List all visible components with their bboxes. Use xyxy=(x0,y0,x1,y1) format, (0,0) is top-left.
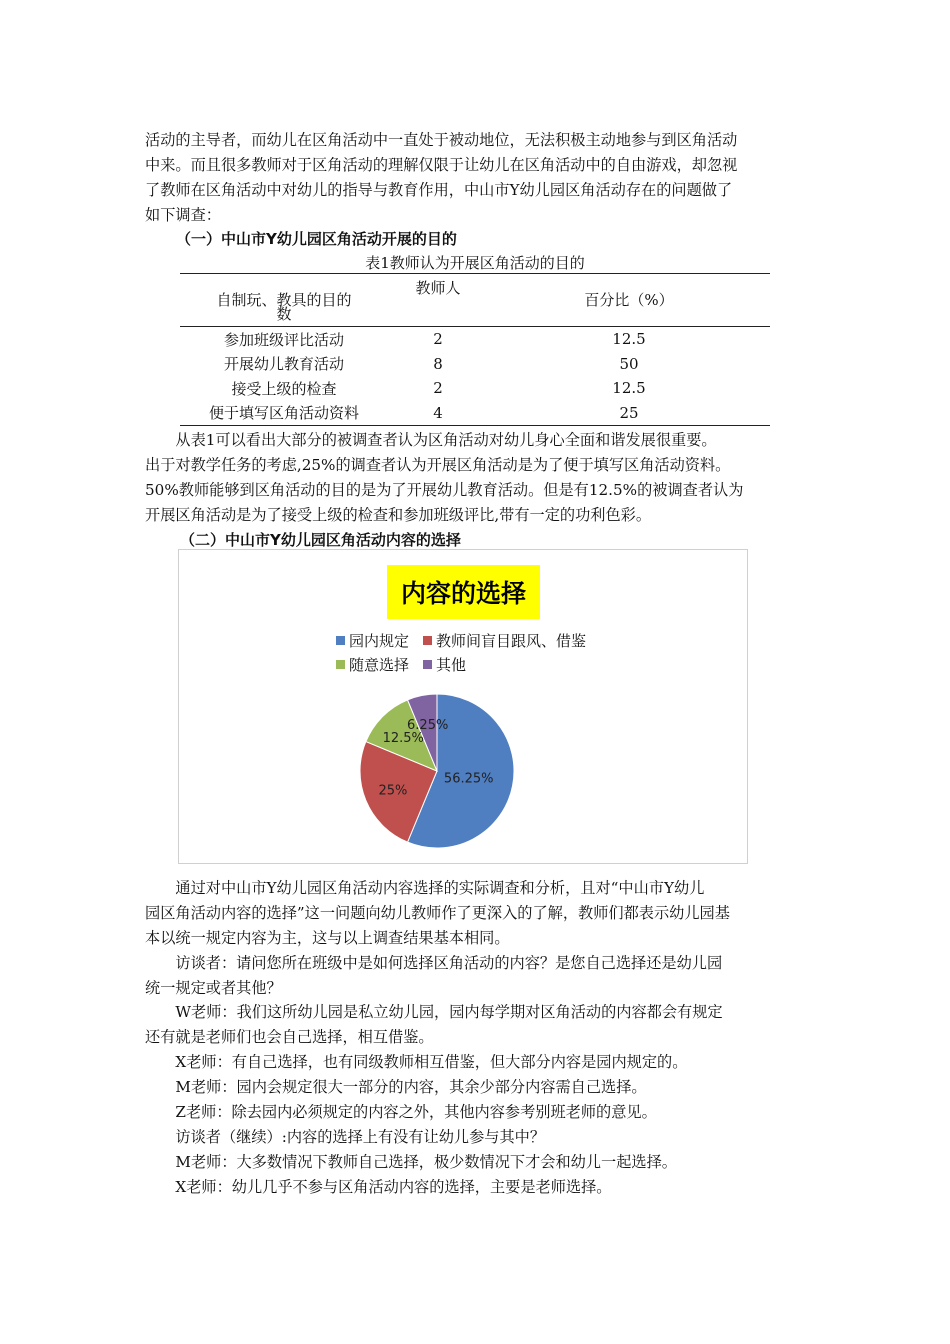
legend-swatch-3 xyxy=(423,660,432,669)
cell-percent: 12.5 xyxy=(612,330,646,349)
intro-line: 活动的主导者，而幼儿在区角活动中一直处于被动地位，无法积极主动地参与到区角活动 xyxy=(145,131,738,149)
pie-data-label-3: 6.25% xyxy=(407,718,449,734)
cell-count: 2 xyxy=(433,330,443,349)
cell-purpose: 接受上级的检查 xyxy=(231,379,337,398)
cell-purpose: 开展幼儿教育活动 xyxy=(223,355,344,374)
legend-swatch-2 xyxy=(336,660,345,669)
header-teacher-count xyxy=(388,274,488,327)
cell-percent: 12.5 xyxy=(612,379,646,398)
interview-m-answer-1: M老师：园内会规定很大一部分的内容，其余少部分内容需自己选择。 xyxy=(175,1078,647,1096)
intro-line: 了教师在区角活动中对幼儿的指导与教育作用，中山市Y幼儿园区角活动存在的问题做了 xyxy=(145,181,733,199)
purpose-table xyxy=(180,273,770,426)
pie-data-label-0: 56.25% xyxy=(443,771,494,787)
intro-line: 如下调查： xyxy=(145,206,221,224)
pie-chart-frame xyxy=(178,549,748,864)
cell-purpose: 参加班级评比活动 xyxy=(223,330,344,349)
interview-w-answer xyxy=(145,1000,810,1050)
table-row xyxy=(180,376,770,401)
interview-question-2: 访谈者（继续）:内容的选择上有没有让幼儿参与其中？ xyxy=(175,1128,546,1146)
legend-label-0: 园内规定 xyxy=(349,632,410,650)
table1-caption: 表1教师认为开展区角活动的目的 xyxy=(365,254,585,272)
cell-count: 2 xyxy=(433,379,443,398)
analysis2-line: 园区角活动内容的选择”这一问题向幼儿教师作了更深入的了解，教师们都表示幼儿园基 xyxy=(145,904,730,922)
legend-swatch-1 xyxy=(423,636,432,645)
header-percent: 百分比（%） xyxy=(584,291,674,309)
analysis1-line: 出于对教学任务的考虑,25%的调查者认为开展区角活动是为了便于填写区角活动资料。 xyxy=(145,456,731,474)
pie-chart xyxy=(179,550,747,863)
interview-line: 访谈者：请问您所在班级中是如何选择区角活动的内容？是您自己选择还是幼儿园 xyxy=(175,954,723,972)
pie-data-label-2: 12.5% xyxy=(382,731,424,747)
cell-count: 4 xyxy=(433,403,443,422)
interview-m-answer-2: M老师：大多数情况下教师自己选择，极少数情况下才会和幼儿一起选择。 xyxy=(175,1153,677,1171)
interview-line: W老师：我们这所幼儿园是私立幼儿园，园内每学期对区角活动的内容都会有规定 xyxy=(175,1003,723,1021)
intro-line: 中来。而且很多教师对于区角活动的理解仅限于让幼儿在区角活动中的自由游戏，却忽视 xyxy=(145,156,738,174)
table-row xyxy=(180,401,770,426)
table-row xyxy=(180,352,770,377)
analysis2-paragraph xyxy=(145,876,810,951)
analysis1-line: 开展区角活动是为了接受上级的检查和参加班级评比,带有一定的功利色彩。 xyxy=(145,506,652,524)
header-purpose-continuation: 数 xyxy=(276,305,292,323)
analysis1-line: 50%教师能够到区角活动的目的是为了开展幼儿教育活动。但是有12.5%的被调查者认为 xyxy=(145,481,744,499)
interview-question-1 xyxy=(145,951,810,1001)
cell-percent: 25 xyxy=(619,403,639,422)
header-purpose-label: 自制玩、教具的目的 xyxy=(216,291,352,309)
legend-swatch-0 xyxy=(336,636,345,645)
interview-x-answer-1: X老师：有自己选择，也有同级教师相互借鉴，但大部分内容是园内规定的。 xyxy=(175,1053,688,1071)
intro-paragraph xyxy=(145,128,810,228)
analysis1-paragraph xyxy=(145,428,810,528)
section2-heading: （二）中山市Y幼儿园区角活动内容的选择 xyxy=(180,531,461,549)
pie-data-label-1: 25% xyxy=(378,783,408,799)
table-row xyxy=(180,327,770,352)
section1-heading: （一）中山市Y幼儿园区角活动开展的目的 xyxy=(176,230,457,248)
legend-label-1: 教师间盲目跟风、借鉴 xyxy=(436,632,587,650)
interview-x-answer-2: X老师：幼儿几乎不参与区角活动内容的选择，主要是老师选择。 xyxy=(175,1178,612,1196)
legend-label-3: 其他 xyxy=(436,656,467,674)
interview-line: 还有就是老师们也会自己选择，相互借鉴。 xyxy=(145,1028,434,1046)
header-teacher-label: 教师人 xyxy=(415,279,461,297)
analysis2-line: 本以统一规定内容为主，这与以上调查结果基本相同。 xyxy=(145,929,510,947)
cell-purpose: 便于填写区角活动资料 xyxy=(208,404,359,423)
analysis2-line: 通过对中山市Y幼儿园区角活动内容选择的实际调查和分析，且对“中山市Y幼儿 xyxy=(175,879,705,897)
analysis1-line: 从表1可以看出大部分的被调查者认为区角活动对幼儿身心全面和谐发展很重要。 xyxy=(175,431,717,449)
chart-title: 内容的选择 xyxy=(400,579,527,608)
interview-z-answer: Z老师：除去园内必须规定的内容之外，其他内容参考别班老师的意见。 xyxy=(175,1103,657,1121)
cell-count: 8 xyxy=(433,354,443,373)
cell-percent: 50 xyxy=(619,354,639,373)
chart-legend xyxy=(336,632,586,674)
interview-line: 统一规定或者其他？ xyxy=(145,979,282,997)
legend-label-2: 随意选择 xyxy=(349,656,410,674)
